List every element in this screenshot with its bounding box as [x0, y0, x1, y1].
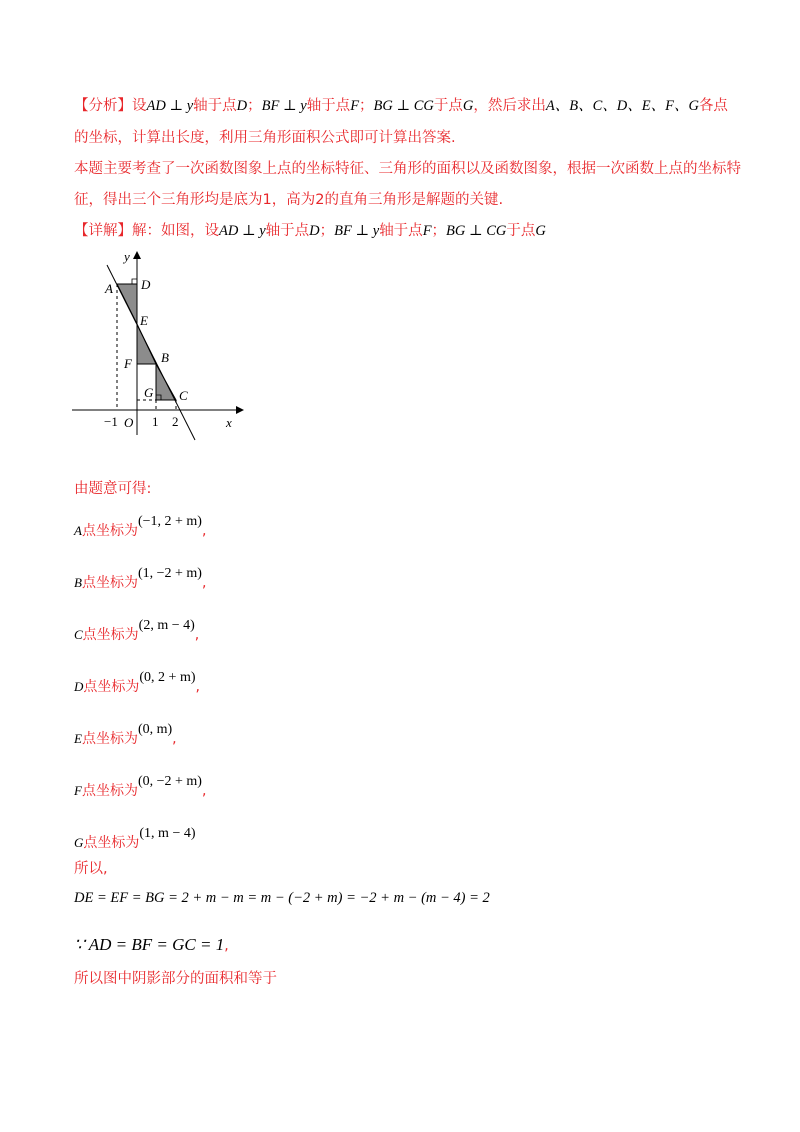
because-equation: ∵ AD = BF = GC = 1	[74, 935, 225, 954]
because-line	[74, 935, 229, 955]
math-g: G	[462, 98, 474, 114]
math-f: F	[422, 223, 432, 239]
point-row-d	[74, 670, 200, 696]
point-text: 点坐标为	[81, 575, 138, 591]
label-f: F	[124, 356, 132, 371]
detail-text: 轴于点	[379, 223, 423, 239]
point-coord: (2, m − 4)	[138, 618, 195, 633]
analysis-text: 轴于点	[306, 98, 351, 114]
point-row-a	[74, 514, 207, 540]
math-bg-perp-cg: BG ⊥ CG	[373, 98, 434, 114]
point-coord: (0, m)	[137, 722, 173, 737]
analysis-line-2: 的坐标，计算出长度，利用三角形面积公式即可计算出答案.	[74, 130, 456, 146]
point-end: ,	[194, 627, 200, 643]
point-end: ,	[195, 679, 200, 695]
point-end: ,	[201, 783, 207, 799]
point-text: 点坐标为	[81, 731, 138, 747]
label-e: E	[140, 313, 148, 328]
detail-text: 于点	[506, 223, 536, 239]
detail-text: ；	[431, 223, 447, 239]
analysis-line-1	[74, 95, 728, 117]
label-neg1: −1	[104, 414, 118, 429]
label-d: D	[141, 277, 151, 292]
coordinate-figure	[60, 245, 250, 445]
point-name: B	[74, 575, 82, 590]
summary-line-1: 本题主要考查了一次函数图象上点的坐标特征、三角形的面积以及函数图象，根据一次函数上点的坐标特	[74, 161, 741, 177]
point-text: 点坐标为	[81, 783, 138, 799]
because-comma: ,	[224, 938, 229, 954]
point-coord: (0, −2 + m)	[137, 774, 202, 789]
analysis-text: ；	[359, 98, 374, 114]
point-name: C	[74, 627, 83, 642]
conclusion-text: 所以图中阴影部分的面积和等于	[74, 971, 277, 987]
label-g: G	[144, 385, 154, 400]
label-y: y	[124, 249, 130, 264]
point-name: G	[74, 835, 84, 850]
point-row-e	[74, 722, 177, 748]
derivation-intro: 由题意可得:	[74, 481, 152, 497]
equation-line: DE = EF = BG = 2 + m − m = m − (−2 + m) = −2 + m − (m − 4) = 2	[74, 890, 490, 906]
point-end: ,	[201, 575, 207, 591]
point-name: F	[74, 783, 82, 798]
y-axis-arrow	[133, 251, 141, 259]
detail-line	[74, 220, 546, 242]
analysis-text: 于点	[433, 98, 463, 114]
point-text: 点坐标为	[82, 627, 139, 643]
point-coord: (−1, 2 + m)	[137, 514, 202, 529]
math-d: D	[309, 223, 320, 239]
point-coord: (1, m − 4)	[139, 826, 196, 841]
point-text: 点坐标为	[81, 523, 138, 539]
math-ad-perp-y: AD ⊥ y	[219, 223, 266, 239]
point-coord: (1, −2 + m)	[137, 566, 202, 581]
x-axis-arrow	[236, 406, 244, 414]
label-o: O	[124, 415, 134, 430]
detail-text: 轴于点	[265, 223, 310, 239]
label-2: 2	[172, 414, 179, 429]
math-ad-perp-y: AD ⊥ y	[146, 98, 194, 114]
point-row-f	[74, 774, 207, 800]
point-end: ,	[201, 523, 207, 539]
point-coord: (0, 2 + m)	[139, 670, 196, 685]
right-angle-d	[132, 279, 137, 284]
so-text: 所以,	[74, 861, 108, 877]
point-name: E	[74, 731, 82, 746]
analysis-text: 各点	[698, 98, 728, 114]
point-row-b	[74, 566, 207, 592]
label-1: 1	[152, 414, 159, 429]
point-name: D	[74, 679, 84, 694]
point-text: 点坐标为	[83, 679, 140, 695]
analysis-text: ，然后求出	[473, 98, 546, 114]
math-bf-perp-y: BF ⊥ y	[261, 98, 307, 114]
point-row-g	[74, 826, 196, 852]
function-line	[107, 265, 195, 440]
math-bf-perp-y: BF ⊥ y	[334, 223, 380, 239]
detail-tag: 【详解】	[74, 223, 132, 239]
analysis-text: 设	[132, 98, 147, 114]
analysis-text: ；	[247, 98, 262, 114]
analysis-tag: 【分析】	[74, 98, 132, 114]
summary-line-2: 征，得出三个三角形均是底为1，高为2的直角三角形是解题的关键.	[74, 192, 504, 208]
point-end: ,	[172, 731, 177, 747]
label-x: x	[226, 415, 232, 430]
label-a: A	[105, 281, 113, 296]
math-d: D	[236, 98, 248, 114]
label-c: C	[179, 388, 188, 403]
math-point-list: A、B、C、D、E、F、G	[545, 98, 699, 114]
point-text: 点坐标为	[83, 835, 140, 851]
math-g: G	[535, 223, 546, 239]
detail-text: ；	[319, 223, 335, 239]
point-row-c	[74, 618, 200, 644]
label-b: B	[161, 350, 169, 365]
detail-text: 解：如图，设	[132, 223, 219, 239]
math-bg-perp-cg: BG ⊥ CG	[446, 223, 507, 239]
point-name: A	[74, 523, 82, 538]
analysis-text: 轴于点	[193, 98, 237, 114]
math-f: F	[350, 98, 360, 114]
